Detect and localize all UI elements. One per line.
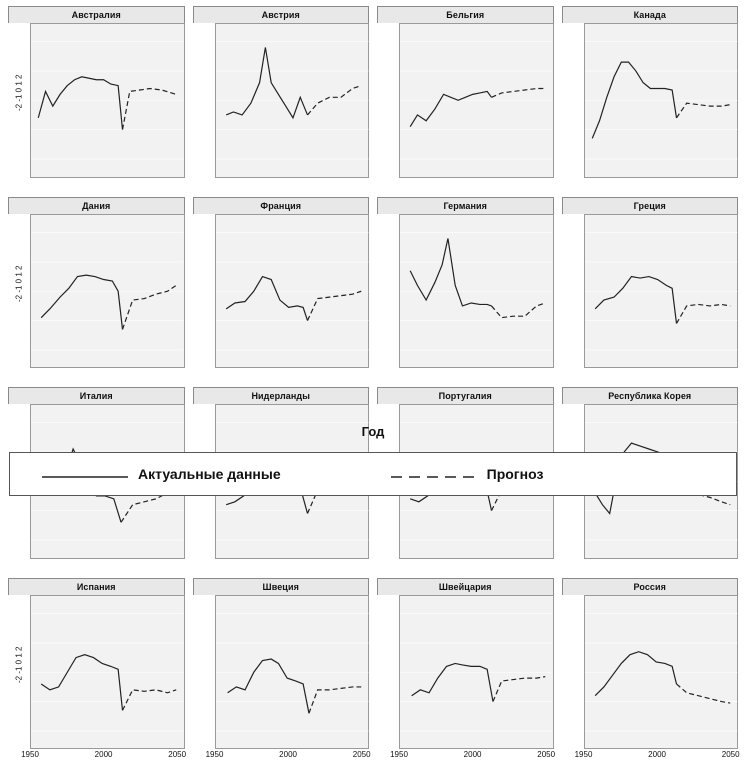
y-axis bbox=[193, 595, 215, 750]
legend-item-forecast bbox=[391, 466, 544, 482]
plot-area bbox=[30, 214, 185, 369]
x-axis bbox=[193, 178, 370, 191]
panel-3 bbox=[377, 6, 554, 191]
x-tick-label: 2050 bbox=[722, 750, 740, 759]
forecast-line bbox=[123, 285, 177, 329]
plot-wrap bbox=[377, 23, 554, 178]
y-axis-ticks: -2 -1 0 1 2 bbox=[15, 661, 24, 683]
forecast-line bbox=[123, 89, 177, 130]
legend-dashed-line-icon bbox=[391, 469, 477, 479]
x-tick-label: 2050 bbox=[168, 750, 186, 759]
plot-area bbox=[584, 214, 739, 369]
plot-area bbox=[215, 595, 370, 750]
panel-13 bbox=[8, 578, 185, 762]
x-axis bbox=[8, 749, 185, 762]
panel-15 bbox=[377, 578, 554, 762]
actual-line bbox=[410, 238, 491, 305]
plot-area bbox=[30, 23, 185, 178]
actual-line bbox=[226, 47, 307, 117]
actual-line bbox=[595, 276, 676, 323]
y-axis bbox=[377, 23, 399, 178]
panel-1 bbox=[8, 6, 185, 191]
y-axis bbox=[562, 214, 584, 369]
x-tick-label: 1950 bbox=[21, 750, 39, 759]
plot-wrap bbox=[193, 595, 370, 750]
x-axis bbox=[193, 559, 370, 572]
panel-title: Швеция bbox=[193, 578, 370, 595]
actual-line bbox=[227, 659, 308, 713]
x-axis bbox=[8, 178, 185, 191]
x-tick-label: 2000 bbox=[95, 750, 113, 759]
panel-title: Швейцария bbox=[377, 578, 554, 595]
x-tick-label: 2000 bbox=[279, 750, 297, 759]
panel-title: Республика Корея bbox=[562, 387, 739, 404]
actual-line bbox=[412, 663, 493, 701]
x-axis bbox=[562, 749, 739, 762]
panel-title: Италия bbox=[8, 387, 185, 404]
plot-area bbox=[399, 23, 554, 178]
panel-7 bbox=[377, 197, 554, 382]
plot-area bbox=[584, 595, 739, 750]
x-axis bbox=[8, 368, 185, 381]
plot-area bbox=[215, 214, 370, 369]
plot-area bbox=[215, 23, 370, 178]
forecast-line bbox=[493, 676, 545, 701]
plot-wrap bbox=[562, 595, 739, 750]
y-axis-ticks: -2 -1 0 1 2 bbox=[15, 89, 24, 111]
y-axis-ticks: -2 -1 0 1 2 bbox=[15, 280, 24, 302]
legend-label-actual: Актуальные данные bbox=[138, 466, 281, 482]
plot-area bbox=[30, 595, 185, 750]
plot-wrap bbox=[193, 23, 370, 178]
panel-4 bbox=[562, 6, 739, 191]
x-tick-label: 1950 bbox=[390, 750, 408, 759]
forecast-line bbox=[492, 302, 546, 317]
panel-title: Франция bbox=[193, 197, 370, 214]
plot-wrap bbox=[377, 595, 554, 750]
plot-wrap bbox=[377, 214, 554, 369]
plot-wrap bbox=[193, 214, 370, 369]
x-tick-label: 1950 bbox=[206, 750, 224, 759]
x-axis bbox=[8, 559, 185, 572]
x-axis bbox=[377, 368, 554, 381]
x-tick-label: 2000 bbox=[648, 750, 666, 759]
plot-area bbox=[399, 595, 554, 750]
plot-area bbox=[399, 214, 554, 369]
panel-14 bbox=[193, 578, 370, 762]
x-axis bbox=[377, 559, 554, 572]
panel-8 bbox=[562, 197, 739, 382]
plot-wrap bbox=[8, 595, 185, 750]
legend-solid-line-icon bbox=[42, 469, 128, 479]
y-axis bbox=[8, 595, 30, 750]
x-axis-title: Год bbox=[0, 424, 746, 439]
x-tick-label: 2050 bbox=[353, 750, 371, 759]
actual-line bbox=[41, 654, 122, 710]
panel-title: Нидерланды bbox=[193, 387, 370, 404]
x-axis bbox=[377, 178, 554, 191]
plot-wrap bbox=[562, 23, 739, 178]
panel-title: Австралия bbox=[8, 6, 185, 23]
panel-6 bbox=[193, 197, 370, 382]
x-tick-label: 1950 bbox=[575, 750, 593, 759]
legend-label-forecast: Прогноз bbox=[487, 466, 544, 482]
forecast-line bbox=[492, 89, 546, 98]
chart-legend bbox=[9, 452, 737, 496]
x-axis bbox=[562, 178, 739, 191]
actual-line bbox=[41, 275, 122, 329]
x-axis bbox=[193, 749, 370, 762]
plot-wrap bbox=[8, 214, 185, 369]
legend-item-actual bbox=[42, 466, 281, 482]
panel-title: Бельгия bbox=[377, 6, 554, 23]
panel-title: Испания bbox=[8, 578, 185, 595]
actual-line bbox=[410, 91, 491, 126]
x-axis bbox=[377, 749, 554, 762]
panel-title: Греция bbox=[562, 197, 739, 214]
plot-area bbox=[584, 23, 739, 178]
panel-title: Австрия bbox=[193, 6, 370, 23]
y-axis bbox=[193, 23, 215, 178]
panel-5 bbox=[8, 197, 185, 382]
panel-16 bbox=[562, 578, 739, 762]
y-axis bbox=[562, 595, 584, 750]
forecast-line bbox=[307, 291, 361, 320]
panel-title: Германия bbox=[377, 197, 554, 214]
actual-line bbox=[595, 651, 676, 695]
x-tick-label: 2000 bbox=[464, 750, 482, 759]
plot-wrap bbox=[562, 214, 739, 369]
panel-title: Россия bbox=[562, 578, 739, 595]
panel-2 bbox=[193, 6, 370, 191]
y-axis bbox=[562, 23, 584, 178]
panel-grid bbox=[8, 6, 738, 416]
forecast-line bbox=[308, 686, 360, 712]
x-axis bbox=[562, 368, 739, 381]
panel-title: Дания bbox=[8, 197, 185, 214]
y-axis bbox=[377, 595, 399, 750]
x-axis bbox=[562, 559, 739, 572]
y-axis bbox=[193, 214, 215, 369]
forecast-line bbox=[123, 689, 177, 710]
y-axis bbox=[8, 214, 30, 369]
x-axis bbox=[193, 368, 370, 381]
panel-title: Канада bbox=[562, 6, 739, 23]
forecast-line bbox=[676, 683, 730, 702]
y-axis bbox=[377, 214, 399, 369]
forecast-line bbox=[676, 103, 730, 118]
panel-title: Португалия bbox=[377, 387, 554, 404]
y-axis bbox=[8, 23, 30, 178]
x-tick-label: 2050 bbox=[537, 750, 555, 759]
plot-wrap bbox=[8, 23, 185, 178]
actual-line bbox=[38, 77, 122, 130]
actual-line bbox=[226, 276, 307, 320]
